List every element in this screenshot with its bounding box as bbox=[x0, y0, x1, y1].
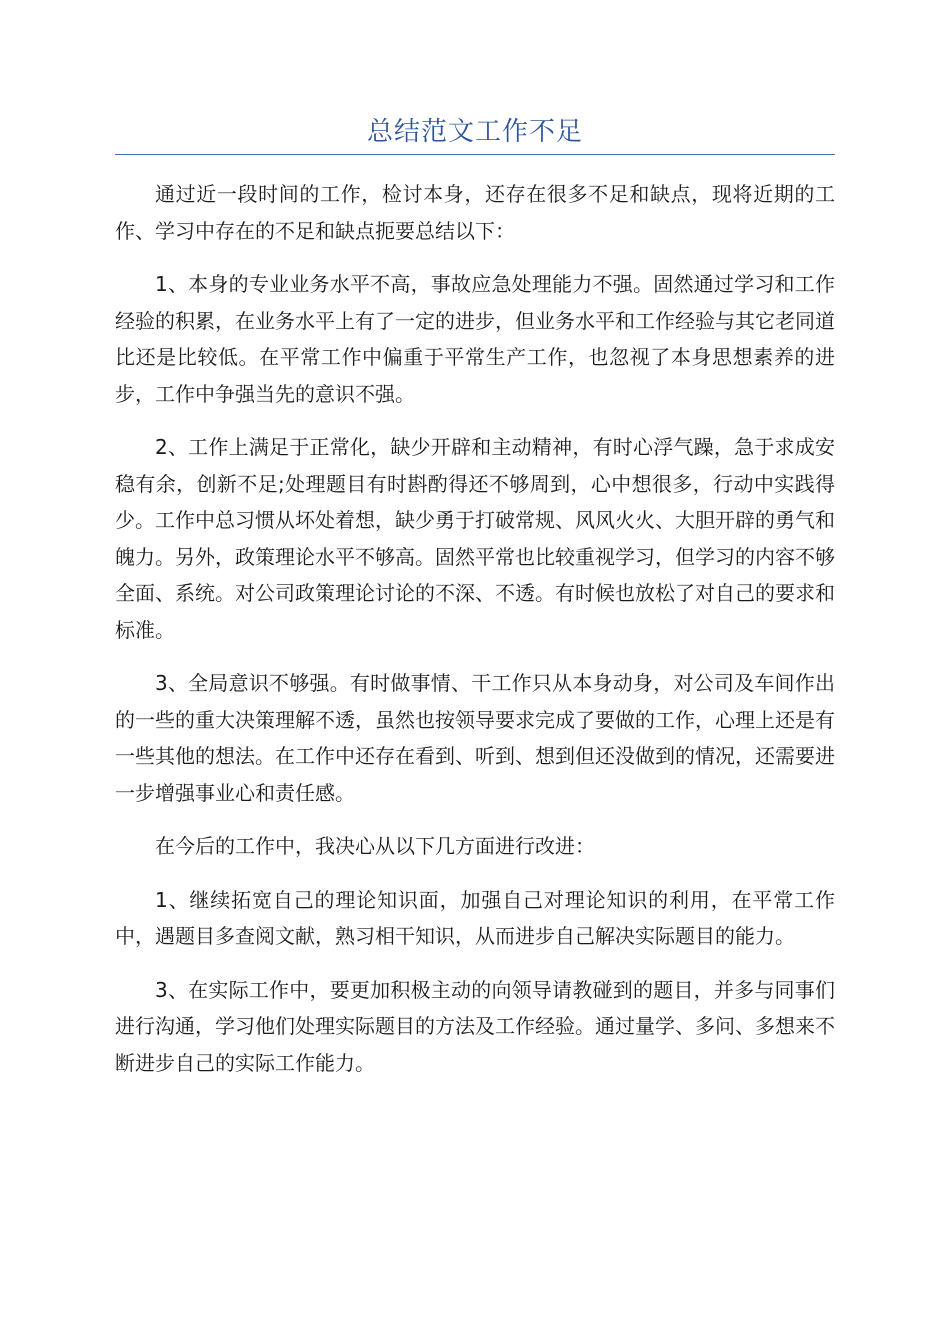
paragraph-improvement-1: 1、继续拓宽自己的理论知识面，加强自己对理论知识的利用，在平常工作中，遇题目多查阅文献，熟习相干知识，从而进步自己解决实际题目的能力。 bbox=[115, 887, 835, 948]
title-underline bbox=[115, 154, 835, 155]
paragraph-point-2: 2、工作上满足于正常化，缺少开辟和主动精神，有时心浮气躁，急于求成安稳有余，创新不足;处理题目有时斟酌得还不够周到，心中想很多，行动中实践得少。工作中总习惯从坏处着想，缺少勇于打破常规、风风火火、大胆开辟的勇气和魄力。另外，政策理论水平不够高。固然平常也比较重视学习，但学习的内容不够全面、系统。对公司政策理论讨论的不深、不透。有时候也放松了对自己的要求和标准。 bbox=[115, 435, 835, 642]
paragraph-point-1: 1、本身的专业业务水平不高，事故应急处理能力不强。固然通过学习和工作经验的积累，在业务水平上有了一定的进步，但业务水平和工作经验与其它老同道比还是比较低。在平常工作中偏重于平常生产工作，也忽视了本身思想素养的进步，工作中争强当先的意识不强。 bbox=[115, 272, 835, 406]
document-title: 总结范文工作不足 bbox=[366, 117, 583, 147]
paragraph-point-3: 3、全局意识不够强。有时做事情、干工作只从本身动身，对公司及车间作出的一些的重大决策理解不透，虽然也按领导要求完成了要做的工作，心理上还是有一些其他的想法。在工作中还存在看到、听到、想到但还没做到的情况，还需要进一步增强事业心和责任感。 bbox=[115, 671, 835, 805]
document-body bbox=[115, 176, 835, 1098]
paragraph-improvement-intro: 在今后的工作中，我决心从以下几方面进行改进： bbox=[155, 834, 595, 858]
paragraph-intro: 通过近一段时间的工作，检讨本身，还存在很多不足和缺点，现将近期的工作、学习中存在的不足和缺点扼要总结以下： bbox=[115, 182, 835, 243]
paragraph-improvement-3: 3、在实际工作中，要更加积极主动的向领导请教碰到的题目，并多与同事们进行沟通，学习他们处理实际题目的方法及工作经验。通过量学、多问、多想来不断进步自己的实际工作能力。 bbox=[115, 977, 835, 1075]
